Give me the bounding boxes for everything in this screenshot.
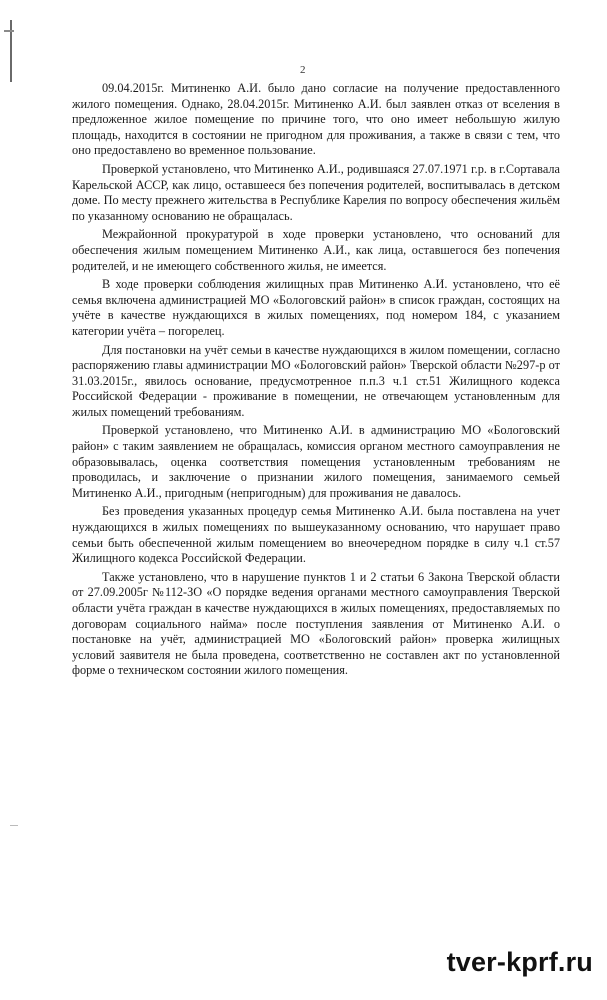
scan-edge-line <box>10 825 18 826</box>
paragraph: Для постановки на учёт семьи в качестве нуждающихся в жилом помещении, согласно распоряжению главы администрации МО «Бологовский район» Тверской области №297-р от 31.03.2015г., явилось основание, предусмотренное п.п.3 ч.1 ст.51 Жилищного кодекса Российской Федерации - проживание в помещении, не отвечающем установленным для жилых помещений требованиям. <box>72 342 560 419</box>
paragraph: Межрайонной прокуратурой в ходе проверки установлено, что оснований для обеспечения жилым помещением Митиненко А.И., как лица, оставшегося без попечения родителей, и не имеющего собственного жилья, не имеется. <box>72 227 560 273</box>
paragraph: Проверкой установлено, что Митиненко А.И. в администрацию МО «Бологовский район» с таким заявлением не обращалась, комиссия органом местного самоуправления не образовывалась, оценка соответствия помещения установленным требованиям не проводилась, и заключение о признании жилого помещения, занимаемого семьей Митиненко А.И., пригодным (непригодным) для проживания не давалось. <box>72 423 560 500</box>
paragraph: 09.04.2015г. Митиненко А.И. было дано согласие на получение предоставленного жилого помещения. Однако, 28.04.2015г. Митиненко А.И. был заявлен отказ от вселения в предложенное жилое помещение по причине того, что оно имеет небольшую жилую площадь, находится в состоянии не пригодном для проживания, а также в связи с тем, что оно предоставлено во временное пользование. <box>72 81 560 158</box>
site-watermark: tver-kprf.ru <box>446 947 593 977</box>
paragraph: Также установлено, что в нарушение пунктов 1 и 2 статьи 6 Закона Тверской области от 27.09.2005г №112-ЗО «О порядке ведения органами местного самоуправления Тверской области учёта граждан в качестве нуждающихся в жилых помещениях, предоставляемых по договорам социального найма» после поступления заявления от Митиненко А.И. о постановке на учёт, администрацией МО «Бологовский район» проверка жилищных условий заявителя не была проведена, соответственно не составлен акт по установленной форме о техническом состоянии жилого помещения. <box>72 569 560 678</box>
paragraph: Без проведения указанных процедур семья Митиненко А.И. была поставлена на учет нуждающихся в жилых помещениях по вышеуказанному основанию, что нарушает право семьи быть обеспеченной жилым помещением во внеочередном порядке в силу ч.1 ст.57 Жилищного кодекса Российской Федерации. <box>72 504 560 566</box>
scan-edge-tick <box>4 30 14 32</box>
paragraph: В ходе проверки соблюдения жилищных прав Митиненко А.И. установлено, что её семья включена администрацией МО «Бологовский район» в список граждан, состоящих на учёте в качестве нуждающихся в жилых помещениях, под номером 184, с указанием категории учёта – погорелец. <box>72 277 560 338</box>
paragraph: Проверкой установлено, что Митиненко А.И., родившаяся 27.07.1971 г.р. в г.Сортавала Карельской АССР, как лицо, оставшееся без попечения родителей, воспитывалась в детском доме. По месту прежнего жительства в Республике Карелия по вопросу обеспечения жильём по указанному основанию не обращалась. <box>72 161 560 223</box>
page-number: 2 <box>300 64 306 76</box>
document-body <box>72 81 560 682</box>
